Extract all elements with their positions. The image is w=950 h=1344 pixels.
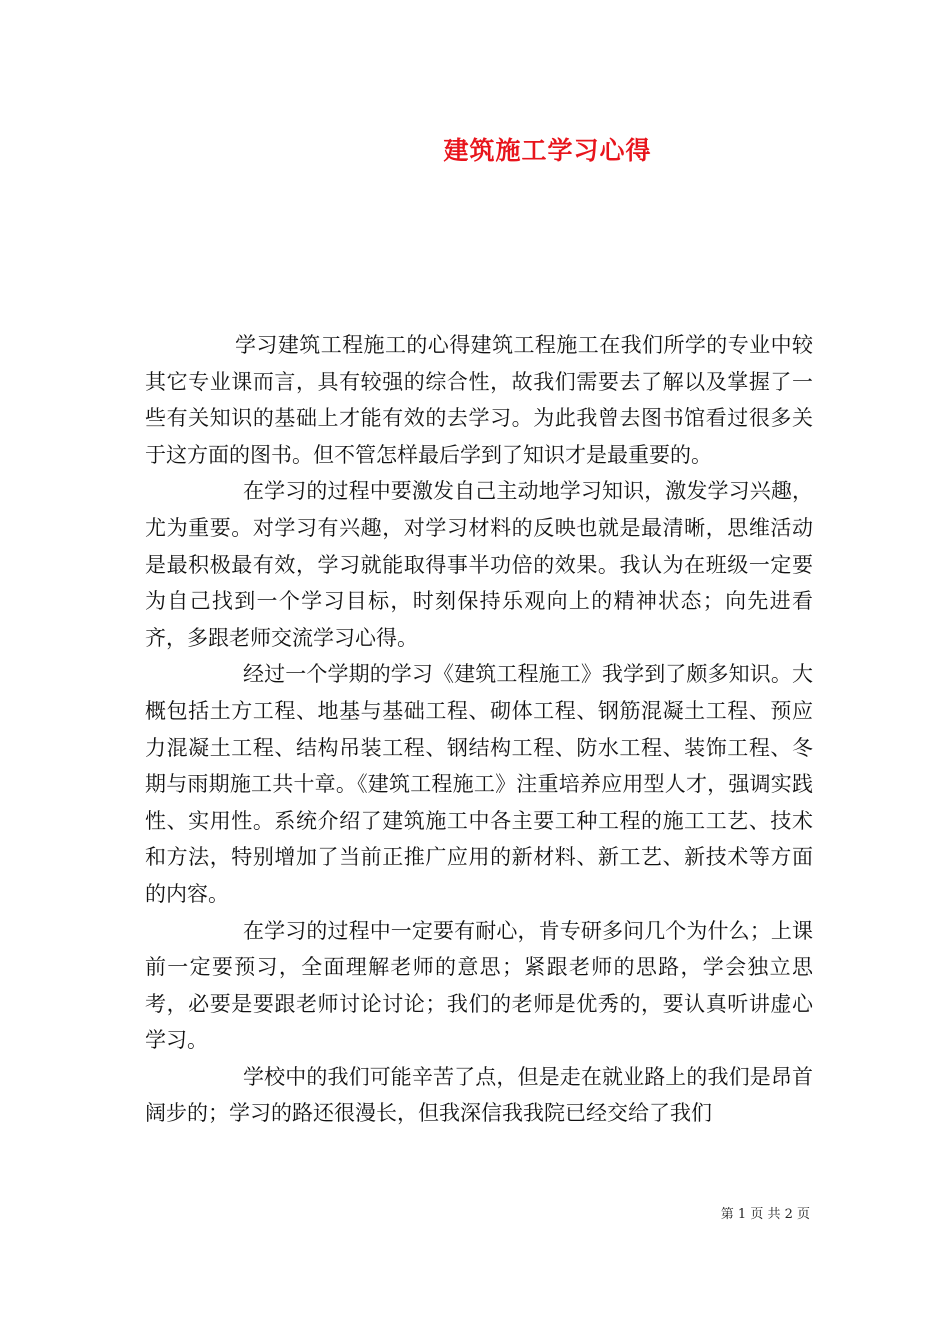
paragraph-4: 在学习的过程中一定要有耐心，肯专研多问几个为什么；上课前一定要预习，全面理解老师的意思；紧跟老师的思路，学会独立思考，必要是要跟老师讨论讨论；我们的老师是优秀的，要认真听讲虚心学习。 xyxy=(145,918,813,1053)
paragraph-1: 学习建筑工程施工的心得建筑工程施工在我们所学的专业中较其它专业课而言，具有较强的综合性，故我们需要去了解以及掌握了一些有关知识的基础上才能有效的去学习。为此我曾去图书馆看过很多关于这方面的图书。但不管怎样最后学到了知识才是最重要的。 xyxy=(145,333,813,467)
document-body xyxy=(145,327,813,1132)
paragraph-5: 学校中的我们可能辛苦了点，但是走在就业路上的我们是昂首阔步的；学习的路还很漫长，但我深信我我院已经交给了我们 xyxy=(145,1064,813,1126)
paragraph-2: 在学习的过程中要激发自己主动地学习知识，激发学习兴趣，尤为重要。对学习有兴趣，对学习材料的反映也就是最清晰，思维活动是最积极最有效，学习就能取得事半功倍的效果。我认为在班级一定要为自己找到一个学习目标，时刻保持乐观向上的精神状态；向先进看齐，多跟老师交流学习心得。 xyxy=(145,479,813,650)
document-title: 建筑施工学习心得 xyxy=(443,136,652,165)
paragraph-3: 经过一个学期的学习《建筑工程施工》我学到了颇多知识。大概包括土方工程、地基与基础工程、砌体工程、钢筋混凝土工程、预应力混凝土工程、结构吊装工程、钢结构工程、防水工程、装饰工程、冬期与雨期施工共十章。《建筑工程施工》注重培养应用型人才，强调实践性、实用性。系统介绍了建筑施工中各主要工种工程的施工工艺、技术和方法，特别增加了当前正推广应用的新材料、新工艺、新技术等方面的内容。 xyxy=(145,662,813,906)
page-number-footer: 第 1 页 共 2 页 xyxy=(720,1207,810,1222)
